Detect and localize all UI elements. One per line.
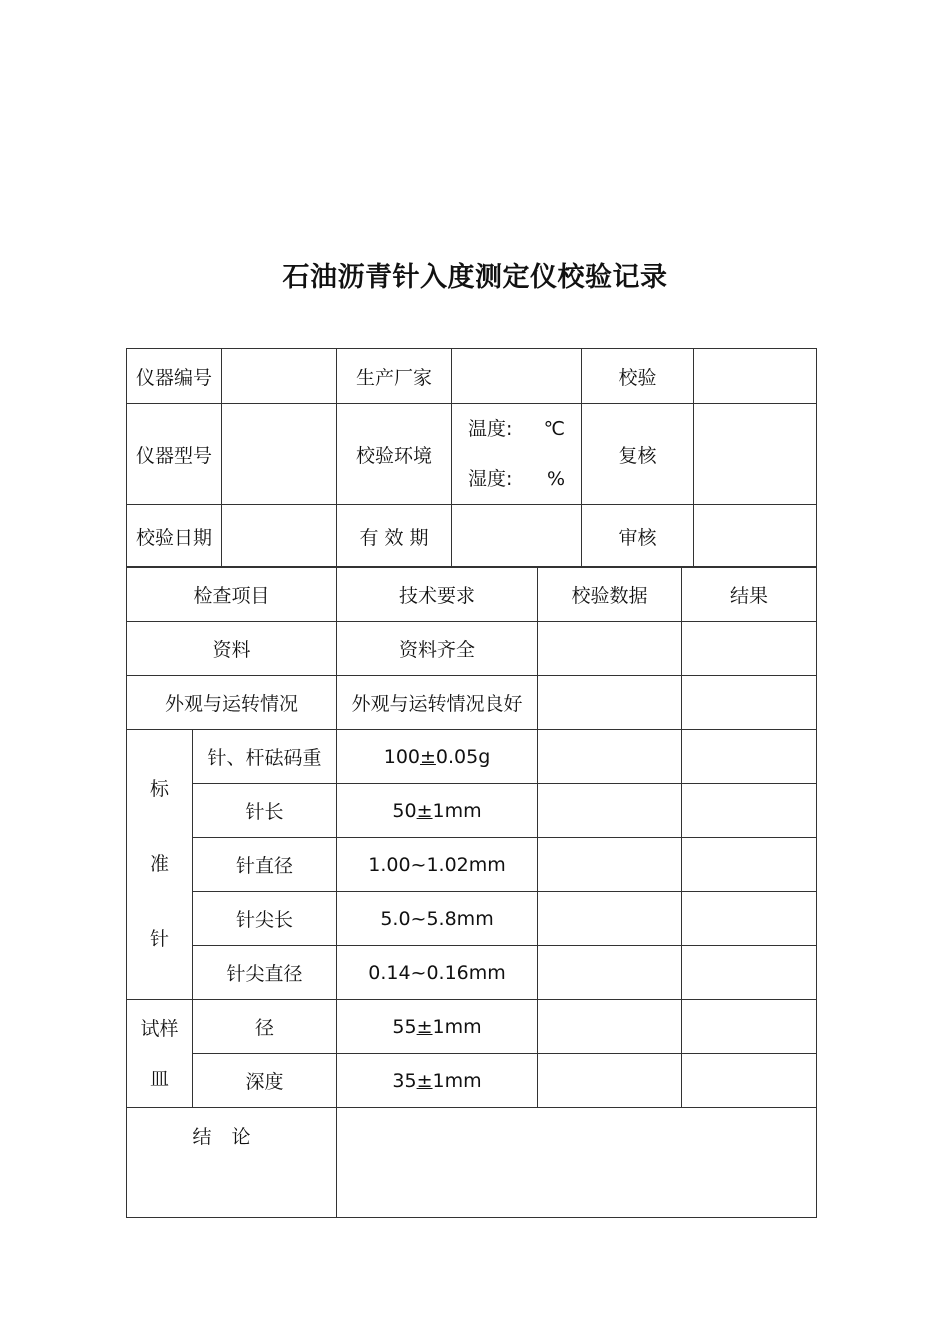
environment-value[interactable] <box>452 404 582 505</box>
data-cell[interactable] <box>538 1000 682 1054</box>
item-tip-diameter: 针尖直径 <box>193 946 337 1000</box>
review-value[interactable] <box>694 404 817 505</box>
audit-value[interactable] <box>694 505 817 568</box>
result-cell[interactable] <box>682 622 817 676</box>
table-row <box>127 676 817 730</box>
humidity-label: 湿度: <box>468 468 513 490</box>
data-cell[interactable] <box>538 676 682 730</box>
data-cell[interactable] <box>538 730 682 784</box>
sample-dish-group <box>127 1000 193 1108</box>
item-dish-diameter: 径 <box>193 1000 337 1054</box>
calibration-date-label: 校验日期 <box>127 505 222 568</box>
temperature-unit: ℃ <box>543 418 565 440</box>
group-line: 皿 <box>149 1067 169 1090</box>
calibration-date-value[interactable] <box>222 505 337 568</box>
validity-value[interactable] <box>452 505 582 568</box>
requirement-dish-diameter: 55±1mm <box>337 1000 538 1054</box>
conclusion-value[interactable] <box>337 1108 817 1218</box>
manufacturer-label: 生产厂家 <box>337 349 452 404</box>
standard-needle-group <box>127 730 193 1000</box>
inspection-table <box>126 566 817 1218</box>
table-row <box>127 784 817 838</box>
data-cell[interactable] <box>538 784 682 838</box>
instrument-no-label: 仪器编号 <box>127 349 222 404</box>
audit-label: 审核 <box>582 505 694 568</box>
requirement-needle-weight: 100±0.05g <box>337 730 538 784</box>
conclusion-label: 结论 <box>127 1108 337 1218</box>
table-row <box>127 838 817 892</box>
humidity-unit: % <box>546 468 565 490</box>
data-cell[interactable] <box>538 946 682 1000</box>
table-row <box>127 1000 817 1054</box>
requirement-needle-length: 50±1mm <box>337 784 538 838</box>
table-row <box>127 730 817 784</box>
instrument-info-table <box>126 348 817 568</box>
calibrate-value[interactable] <box>694 349 817 404</box>
result-cell[interactable] <box>682 1000 817 1054</box>
result-cell[interactable] <box>682 838 817 892</box>
column-header-data: 校验数据 <box>538 567 682 622</box>
instrument-model-value[interactable] <box>222 404 337 505</box>
table-row <box>127 1054 817 1108</box>
manufacturer-value[interactable] <box>452 349 582 404</box>
data-cell[interactable] <box>538 622 682 676</box>
item-needle-diameter: 针直径 <box>193 838 337 892</box>
calibrate-label: 校验 <box>582 349 694 404</box>
group-char: 标 <box>149 778 169 800</box>
column-header-requirement: 技术要求 <box>337 567 538 622</box>
temperature-line <box>452 404 581 454</box>
result-cell[interactable] <box>682 676 817 730</box>
requirement-documents: 资料齐全 <box>337 622 538 676</box>
table-row <box>127 622 817 676</box>
item-tip-length: 针尖长 <box>193 892 337 946</box>
result-cell[interactable] <box>682 730 817 784</box>
table-row <box>127 892 817 946</box>
requirement-tip-diameter: 0.14~0.16mm <box>337 946 538 1000</box>
requirement-tip-length: 5.0~5.8mm <box>337 892 538 946</box>
result-cell[interactable] <box>682 784 817 838</box>
requirement-appearance: 外观与运转情况良好 <box>337 676 538 730</box>
result-cell[interactable] <box>682 892 817 946</box>
item-needle-weight: 针、杆砝码重 <box>193 730 337 784</box>
result-cell[interactable] <box>682 1054 817 1108</box>
validity-label: 有 效 期 <box>337 505 452 568</box>
temperature-label: 温度: <box>468 418 513 440</box>
table-row <box>127 946 817 1000</box>
instrument-model-label: 仪器型号 <box>127 404 222 505</box>
column-header-item: 检查项目 <box>127 567 337 622</box>
data-cell[interactable] <box>538 892 682 946</box>
humidity-line <box>452 454 581 504</box>
data-cell[interactable] <box>538 838 682 892</box>
group-char: 准 <box>149 853 169 875</box>
review-label: 复核 <box>582 404 694 505</box>
group-line: 试样 <box>140 1017 179 1040</box>
environment-label: 校验环境 <box>337 404 452 505</box>
page-title: 石油沥青针入度测定仪校验记录 <box>282 262 668 293</box>
item-needle-length: 针长 <box>193 784 337 838</box>
data-cell[interactable] <box>538 1054 682 1108</box>
requirement-dish-depth: 35±1mm <box>337 1054 538 1108</box>
group-char: 针 <box>149 928 169 950</box>
result-cell[interactable] <box>682 946 817 1000</box>
item-documents: 资料 <box>127 622 337 676</box>
item-appearance: 外观与运转情况 <box>127 676 337 730</box>
instrument-no-value[interactable] <box>222 349 337 404</box>
column-header-result: 结果 <box>682 567 817 622</box>
requirement-needle-diameter: 1.00~1.02mm <box>337 838 538 892</box>
item-dish-depth: 深度 <box>193 1054 337 1108</box>
